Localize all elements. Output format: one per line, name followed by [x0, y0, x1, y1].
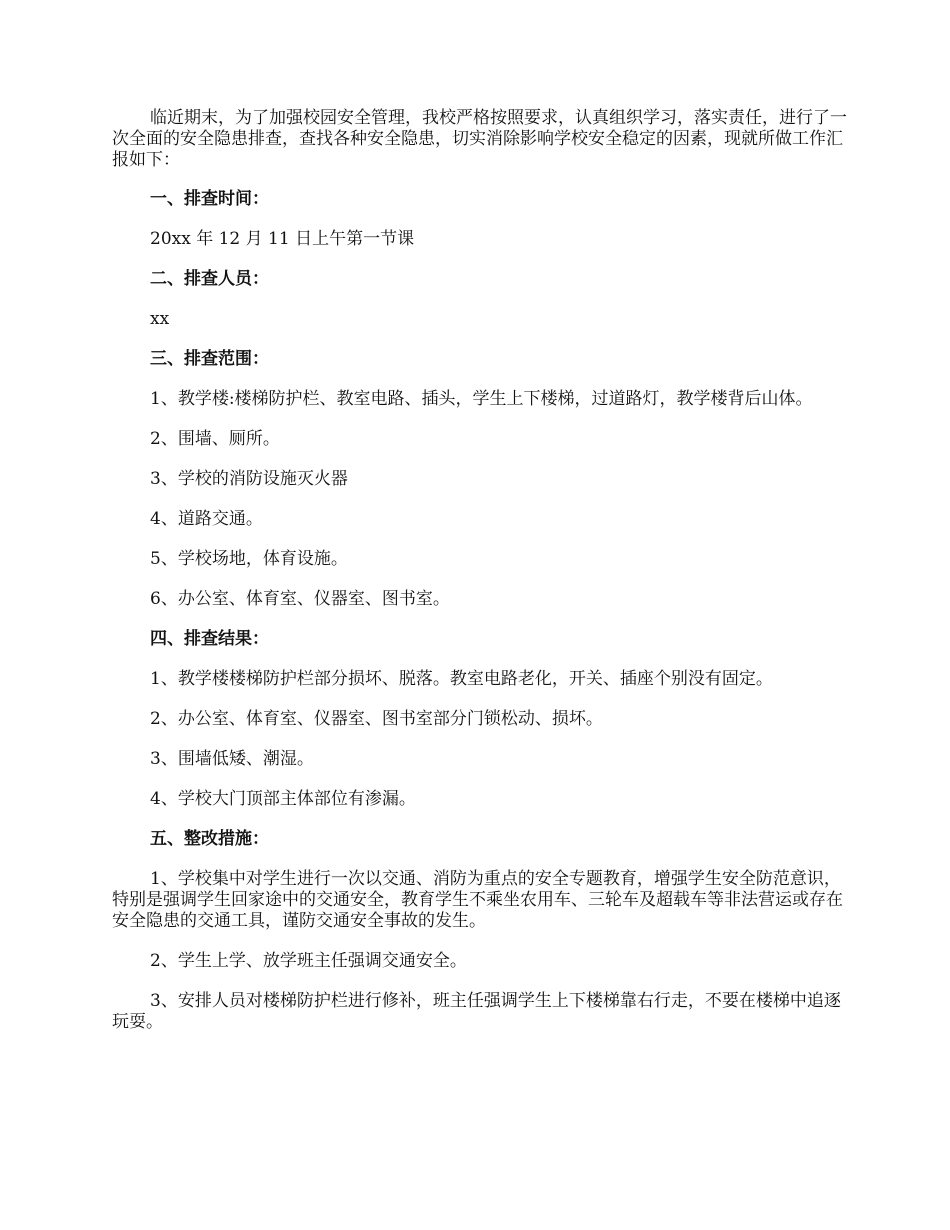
result-item: 3、围墙低矮、潮湿。 — [150, 749, 314, 769]
scope-item: 4、道路交通。 — [150, 509, 263, 529]
measure-item: 2、学生上学、放学班主任强调交通安全。 — [150, 951, 467, 971]
result-item: 4、学校大门顶部主体部位有渗漏。 — [150, 789, 416, 809]
scope-item: 2、围墙、厕所。 — [150, 429, 280, 449]
section-heading-time: 一、排查时间： — [150, 189, 269, 209]
scope-item: 5、学校场地，体育设施。 — [150, 549, 348, 569]
scope-item: 6、办公室、体育室、仪器室、图书室。 — [150, 589, 450, 609]
inspection-personnel: xx — [150, 309, 170, 329]
scope-item: 1、教学楼:楼梯防护栏、教室电路、插头，学生上下楼梯，过道路灯，教学楼背后山体。 — [150, 389, 813, 409]
section-heading-results: 四、排查结果： — [150, 629, 269, 649]
measure-item: 3、安排人员对楼梯防护栏进行修补，班主任强调学生上下楼梯靠右行走，不要在楼梯中追逐玩耍。 — [112, 991, 841, 1032]
result-item: 1、教学楼楼梯防护栏部分损坏、脱落。教室电路老化，开关、插座个别没有固定。 — [150, 669, 773, 689]
document-page — [112, 108, 847, 1033]
section-heading-personnel: 二、排查人员： — [150, 269, 269, 289]
result-item: 2、办公室、体育室、仪器室、图书室部分门锁松动、损坏。 — [150, 709, 603, 729]
measure-item: 1、学校集中对学生进行一次以交通、消防为重点的安全专题教育，增强学生安全防范意识，特别是强调学生回家途中的交通安全，教育学生不乘坐农用车、三轮车及超载车等非法营运或存在安全隐患的交通工具，谨防交通安全事故的发生。 — [112, 869, 843, 931]
section-heading-measures: 五、整改措施： — [150, 829, 269, 849]
scope-item: 3、学校的消防设施灭火器 — [150, 469, 348, 489]
inspection-time: 20xx 年 12 月 11 日上午第一节课 — [150, 229, 415, 249]
section-heading-scope: 三、排查范围： — [150, 349, 269, 369]
intro-paragraph: 临近期末，为了加强校园安全管理，我校严格按照要求，认真组织学习，落实责任，进行了一次全面的安全隐患排查，查找各种安全隐患，切实消除影响学校安全稳定的因素，现就所做工作汇报如下： — [112, 108, 847, 170]
